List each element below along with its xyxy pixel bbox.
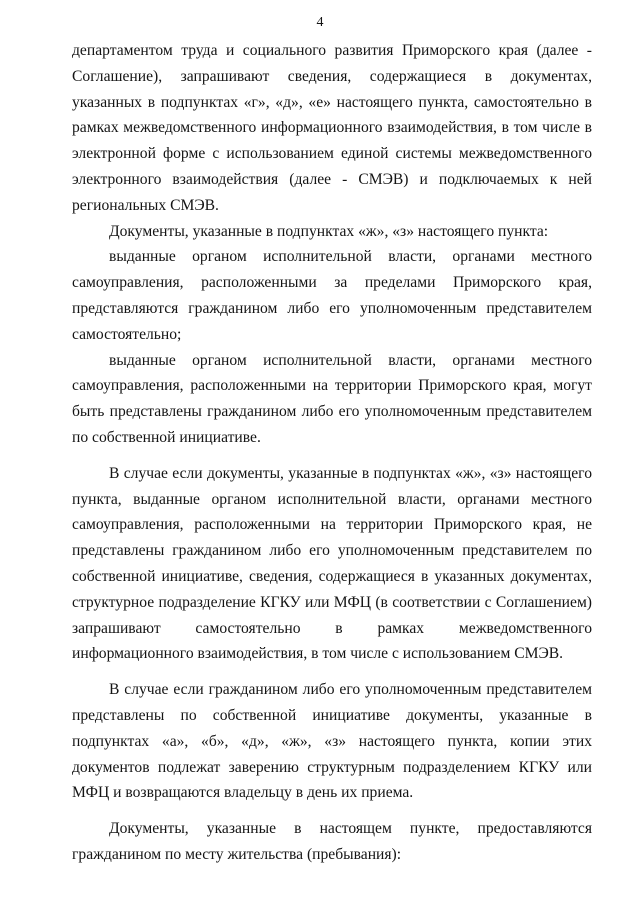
paragraph-copies-certified: В случае если гражданином либо его уполномоченным представителем представлены по собственной инициативе документы, указанные в подпунктах «а», «б», «д», «ж», «з» настоящего пункта, копии этих документов подлежат заверению структурным подразделением КГКУ или МФЦ и возвращаются владельцу в день их приема. [72, 681, 592, 802]
paragraph-outside-region: выданные органом исполнительной власти, органами местного самоуправления, расположенными за пределами Приморского края, представляются гражданином либо его уполномоченным представителем самостоятельно; [72, 248, 592, 343]
page-number: 4 [316, 15, 324, 30]
document-body [72, 38, 592, 868]
paragraph-place-of-residence: Документы, указанные в настоящем пункте, предоставляются гражданином по месту жительства (пребывания): [72, 820, 592, 863]
paragraph-not-submitted: В случае если документы, указанные в подпунктах «ж», «з» настоящего пункта, выданные органом исполнительной власти, органами местного самоуправления, расположенными на территории Приморского края, не представлены гражданином либо его уполномоченным представителем по собственной инициативе, сведения, содержащиеся в указанных документах, структурное подразделение КГКУ или МФЦ (в соответствии с Соглашением) запрашивают самостоятельно в рамках межведомственного информационного взаимодействия, в том числе с использованием СМЭВ. [72, 464, 592, 663]
paragraph-documents-zh-z: Документы, указанные в подпунктах «ж», «з» настоящего пункта: [109, 222, 549, 240]
paragraph-soglashenie: департаментом труда и социального развития Приморского края (далее - Соглашение), запрашивают сведения, содержащиеся в документах, указанных в подпунктах «г», «д», «е» настоящего пункта, самостоятельно в рамках межведомственного информационного взаимодействия, в том числе в электронной форме с использованием единой системы межведомственного электронного взаимодействия (далее - СМЭВ) и подключаемых к ней региональных СМЭВ. [72, 42, 592, 214]
paragraph-inside-region: выданные органом исполнительной власти, органами местного самоуправления, расположенными на территории Приморского края, могут быть представлены гражданином либо его уполномоченным представителем по собственной инициативе. [72, 351, 592, 446]
